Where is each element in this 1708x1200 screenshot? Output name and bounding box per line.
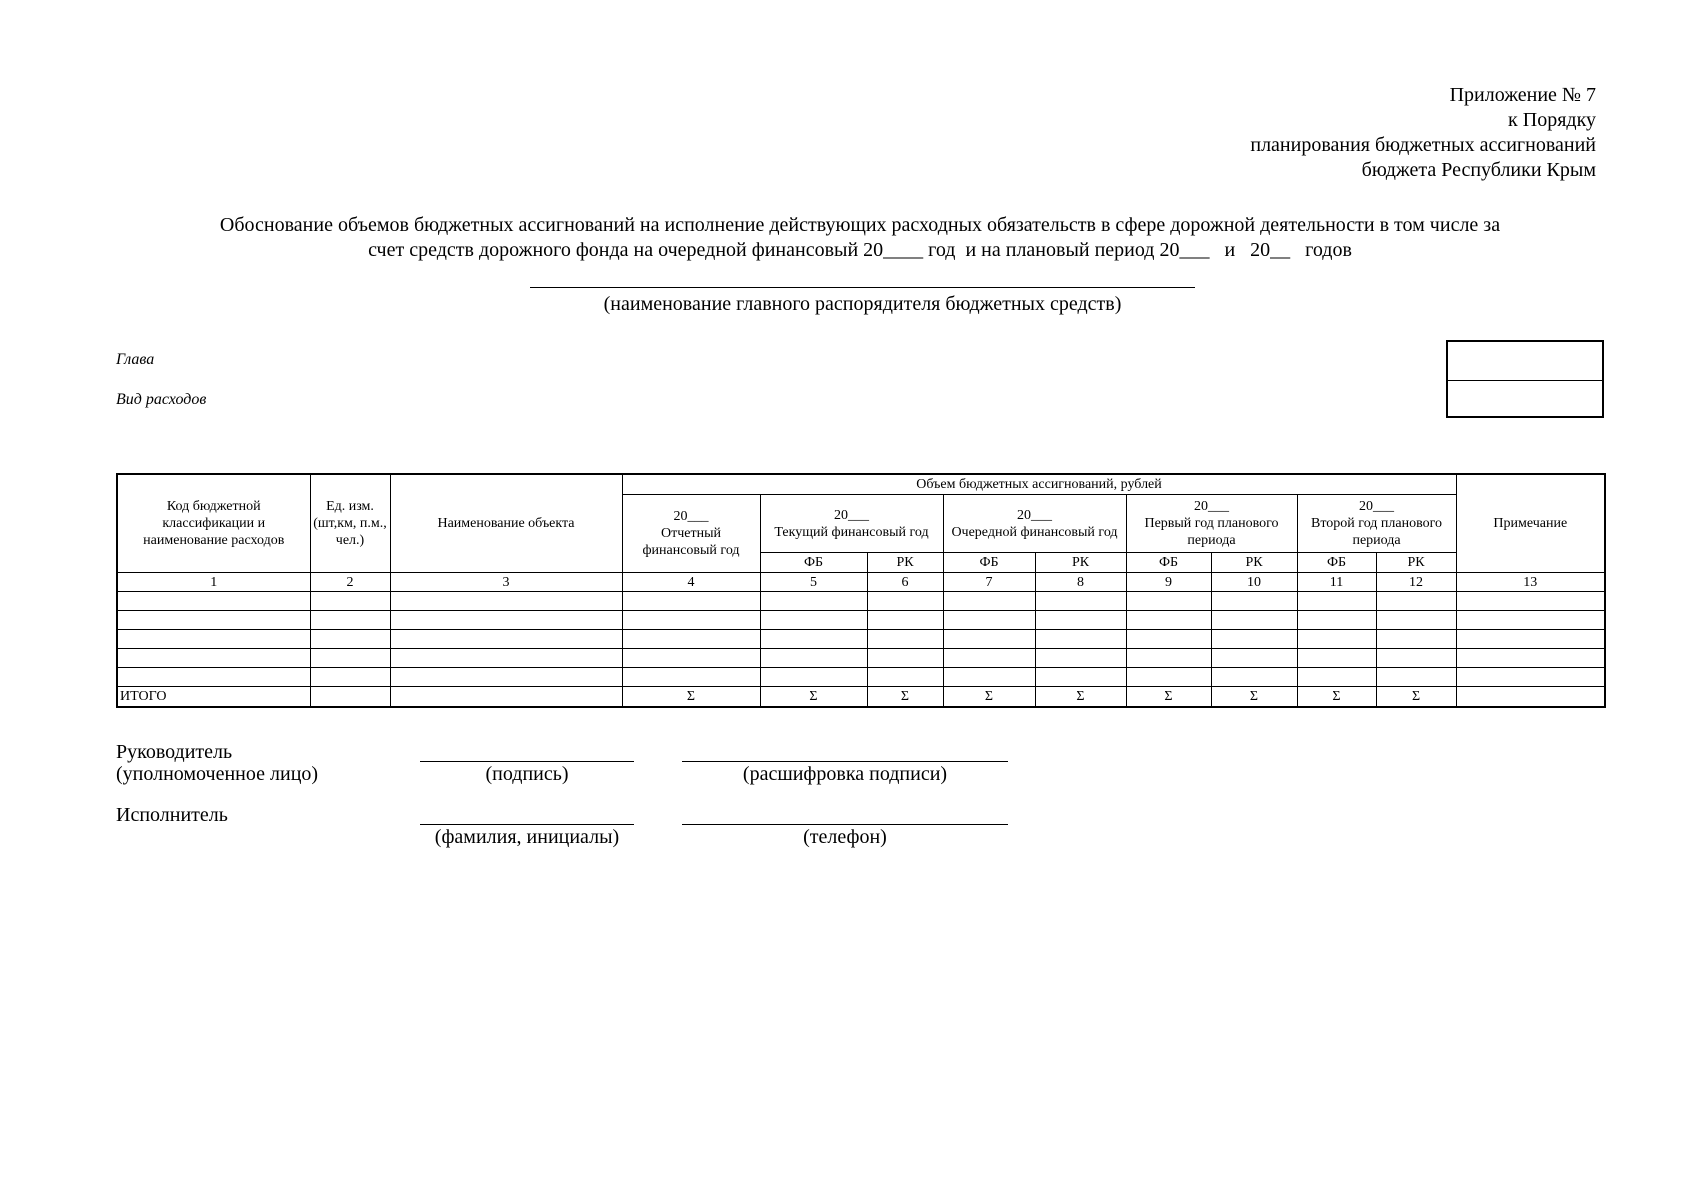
table-row[interactable] [117, 611, 1605, 630]
total-sum: Σ [1035, 687, 1126, 708]
total-sum: Σ [1376, 687, 1456, 708]
org-name-line [530, 287, 1195, 288]
table-row[interactable] [117, 592, 1605, 611]
column-number: 5 [760, 573, 867, 592]
header-rk: РК [1035, 553, 1126, 573]
appendix-line-3: планирования бюджетных ассигнований [1250, 134, 1596, 156]
appendix-line-1: Приложение № 7 [1449, 84, 1596, 106]
appendix-line-4: бюджета Республики Крым [1361, 159, 1596, 181]
head-label [116, 741, 318, 785]
table-row[interactable] [117, 649, 1605, 668]
total-sum: Σ [1297, 687, 1376, 708]
column-number: 9 [1126, 573, 1211, 592]
head-label-line-1: Руководитель [116, 741, 233, 763]
column-number: 12 [1376, 573, 1456, 592]
header-plan2-year [1297, 495, 1456, 553]
next-year-value: 20___ [1017, 507, 1052, 523]
column-number: 7 [943, 573, 1035, 592]
total-sum: Σ [622, 687, 760, 708]
column-number: 13 [1456, 573, 1605, 592]
executor-label: Исполнитель [116, 804, 228, 826]
total-sum: Σ [760, 687, 867, 708]
signature-caption: (подпись) [485, 763, 569, 785]
header-fb: ФБ [760, 553, 867, 573]
current-year-value: 20___ [834, 507, 869, 523]
header-plan1-year [1126, 495, 1297, 553]
header-fb: ФБ [943, 553, 1035, 573]
header-code: Код бюджетной классификации и наименование расходов [117, 474, 310, 573]
header-reported-year [622, 495, 760, 573]
appendix-line-2: к Порядку [1508, 109, 1596, 131]
total-sum: Σ [943, 687, 1035, 708]
appendix-header [1250, 83, 1596, 183]
header-fb: ФБ [1297, 553, 1376, 573]
table-row[interactable] [117, 668, 1605, 687]
column-number: 4 [622, 573, 760, 592]
header-rk: РК [867, 553, 943, 573]
org-name-caption: (наименование главного распорядителя бюджетных средств) [603, 293, 1122, 315]
expense-type-label: Вид расходов [116, 391, 207, 408]
header-next-year [943, 495, 1126, 553]
table-row[interactable] [117, 630, 1605, 649]
current-year-label: Текущий финансовый год [774, 524, 929, 540]
column-number: 3 [390, 573, 622, 592]
total-sum: Σ [1211, 687, 1297, 708]
header-fb: ФБ [1126, 553, 1211, 573]
column-number-row [117, 573, 1605, 592]
chapter-label: Глава [116, 351, 155, 368]
title-line-1: Обоснование объемов бюджетных ассигнований на исполнение действующих расходных обязательств в сфере дорожной деятельности в том числе за [219, 214, 1501, 236]
executor-phone-line[interactable] [682, 824, 1008, 825]
plan1-year-label: Первый год планового периода [1144, 516, 1279, 548]
code-box [1446, 340, 1604, 418]
total-label: ИТОГО [117, 687, 310, 708]
signature-line[interactable] [420, 761, 634, 762]
document-title [120, 213, 1600, 263]
head-label-line-2: (уполномоченное лицо) [116, 763, 319, 785]
column-number: 8 [1035, 573, 1126, 592]
header-current-year [760, 495, 943, 553]
plan2-year-value: 20___ [1359, 499, 1395, 514]
column-number: 2 [310, 573, 390, 592]
header-object: Наименование объекта [390, 474, 622, 573]
expense-type-code-cell[interactable] [1448, 381, 1602, 419]
allocations-table [116, 473, 1606, 708]
chapter-code-cell[interactable] [1448, 342, 1602, 381]
column-number: 1 [117, 573, 310, 592]
reported-year-label: Отчетный финансовый год [642, 526, 740, 558]
plan1-year-value: 20___ [1194, 499, 1229, 514]
header-rk: РК [1376, 553, 1456, 573]
executor-name-line[interactable] [420, 824, 634, 825]
next-year-label: Очередной финансовый год [951, 524, 1118, 540]
total-sum: Σ [867, 687, 943, 708]
total-row [117, 687, 1605, 708]
plan2-year-label: Второй год планового периода [1311, 516, 1443, 548]
title-line-2: счет средств дорожного фонда на очередной финансовый 20____ год и на плановый период 20___ и 20__ годов [368, 239, 1352, 261]
column-number: 11 [1297, 573, 1376, 592]
column-number: 10 [1211, 573, 1297, 592]
column-number: 6 [867, 573, 943, 592]
header-note: Примечание [1456, 474, 1605, 573]
executor-name-caption: (фамилия, инициалы) [434, 826, 620, 848]
reported-year-value: 20___ [673, 509, 709, 524]
total-sum: Σ [1126, 687, 1211, 708]
signature-decode-caption: (расшифровка подписи) [742, 763, 948, 785]
header-volume: Объем бюджетных ассигнований, рублей [622, 474, 1456, 495]
executor-phone-caption: (телефон) [803, 826, 887, 848]
header-rk: РК [1211, 553, 1297, 573]
signature-decode-line[interactable] [682, 761, 1008, 762]
header-unit: Ед. изм. (шт,км, п.м., чел.) [310, 474, 390, 573]
